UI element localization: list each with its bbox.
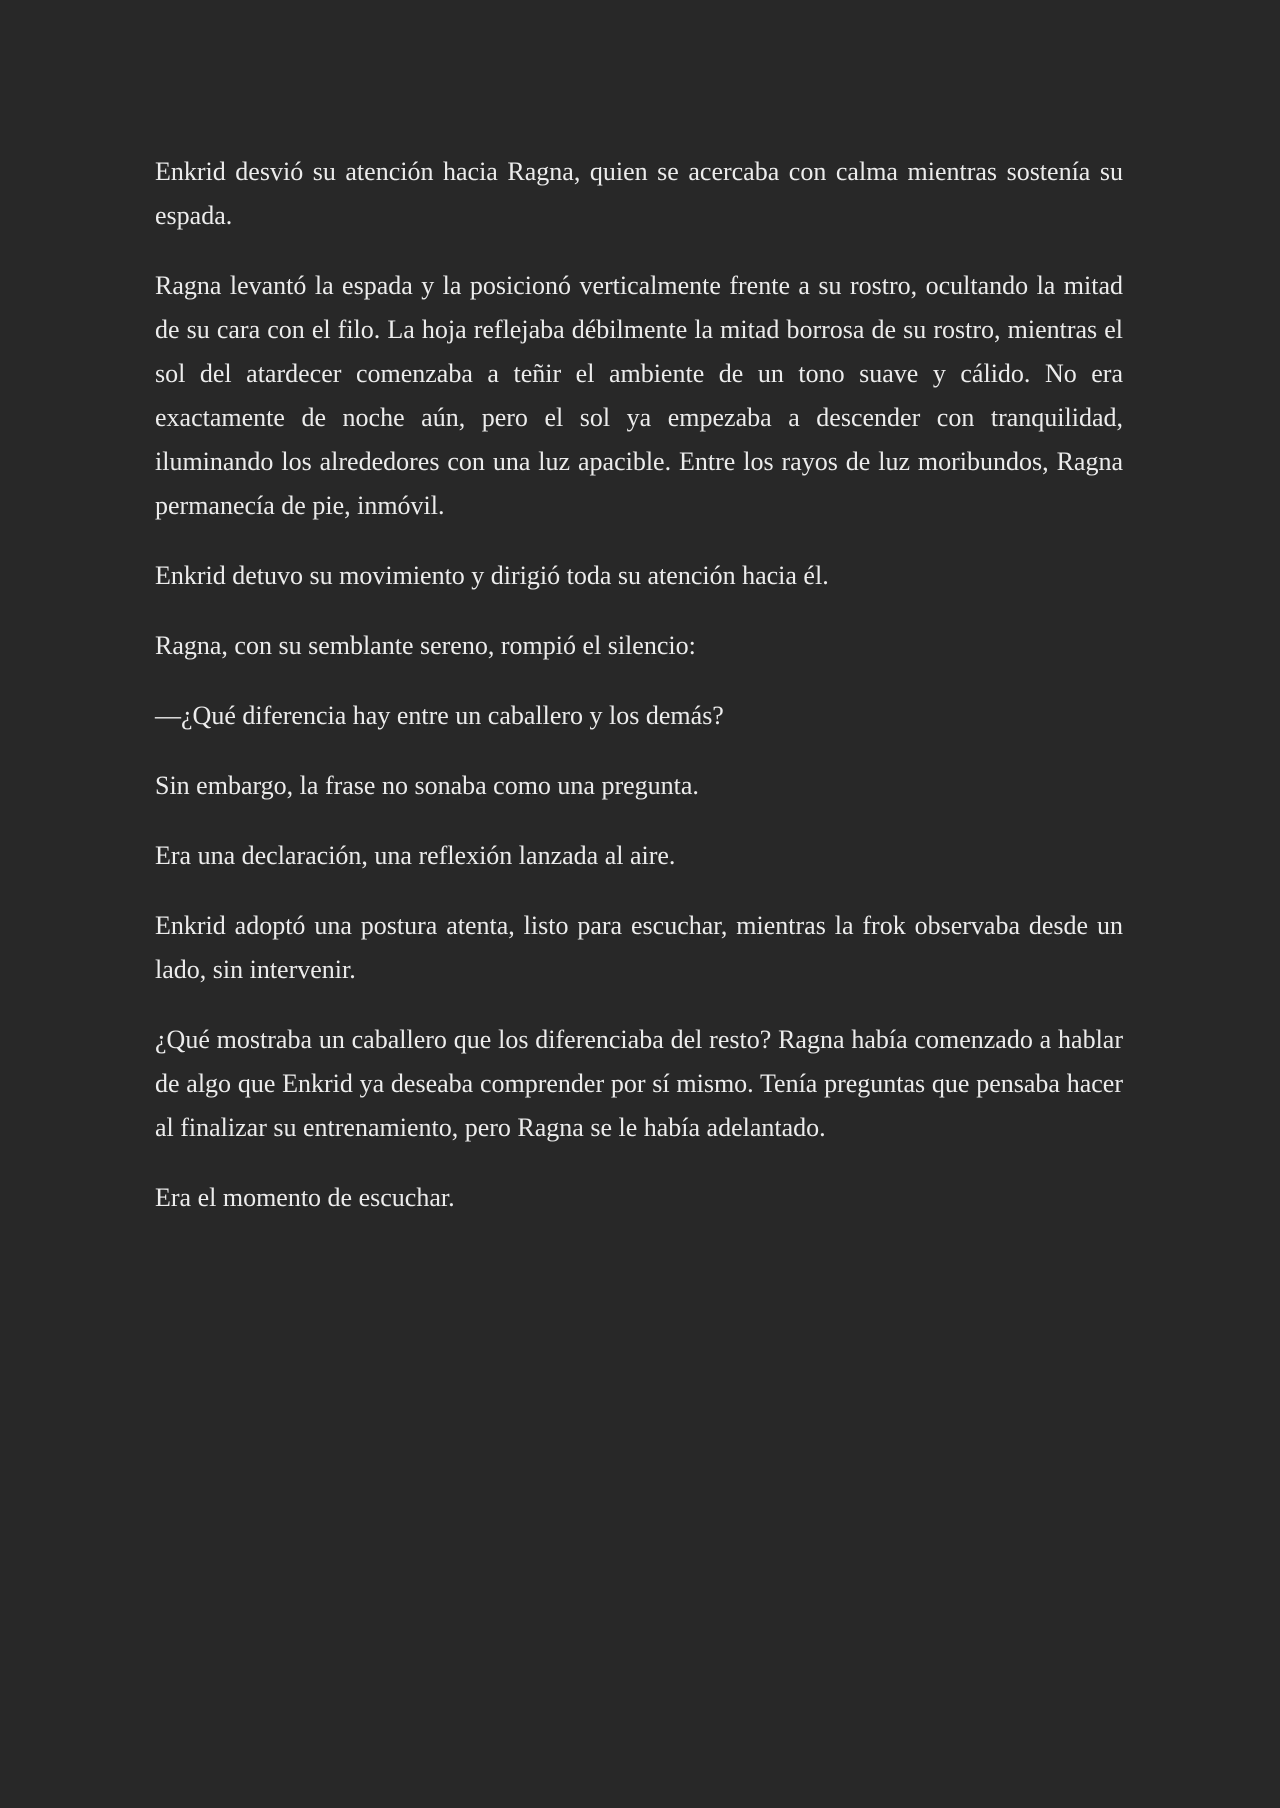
paragraph: ¿Qué mostraba un caballero que los diferenciaba del resto? Ragna había comenzado a hablar de algo que Enkrid ya deseaba comprender por sí mismo. Tenía preguntas que pensaba hacer al finalizar su entrenamiento, pero Ragna se le había adelantado. <box>155 1025 1123 1142</box>
paragraph: Ragna levantó la espada y la posicionó verticalmente frente a su rostro, ocultando la mitad de su cara con el filo. La hoja reflejaba débilmente la mitad borrosa de su rostro, mientras el sol del atardecer comenzaba a teñir el ambiente de un tono suave y cálido. No era exactamente de noche aún, pero el sol ya empezaba a descender con tranquilidad, iluminando los alrededores con una luz apacible. Entre los rayos de luz moribundos, Ragna permanecía de pie, inmóvil. <box>155 271 1123 520</box>
paragraph: Era el momento de escuchar. <box>155 1183 455 1212</box>
paragraph: —¿Qué diferencia hay entre un caballero y los demás? <box>155 701 724 730</box>
chapter-text <box>155 150 1123 1246</box>
paragraph: Ragna, con su semblante sereno, rompió el silencio: <box>155 631 696 660</box>
paragraph: Enkrid detuvo su movimiento y dirigió toda su atención hacia él. <box>155 561 829 590</box>
paragraph: Era una declaración, una reflexión lanzada al aire. <box>155 841 676 870</box>
paragraph: Enkrid adoptó una postura atenta, listo para escuchar, mientras la frok observaba desde un lado, sin intervenir. <box>155 911 1123 984</box>
paragraph: Sin embargo, la frase no sonaba como una pregunta. <box>155 771 699 800</box>
paragraph: Enkrid desvió su atención hacia Ragna, quien se acercaba con calma mientras sostenía su espada. <box>155 157 1123 230</box>
